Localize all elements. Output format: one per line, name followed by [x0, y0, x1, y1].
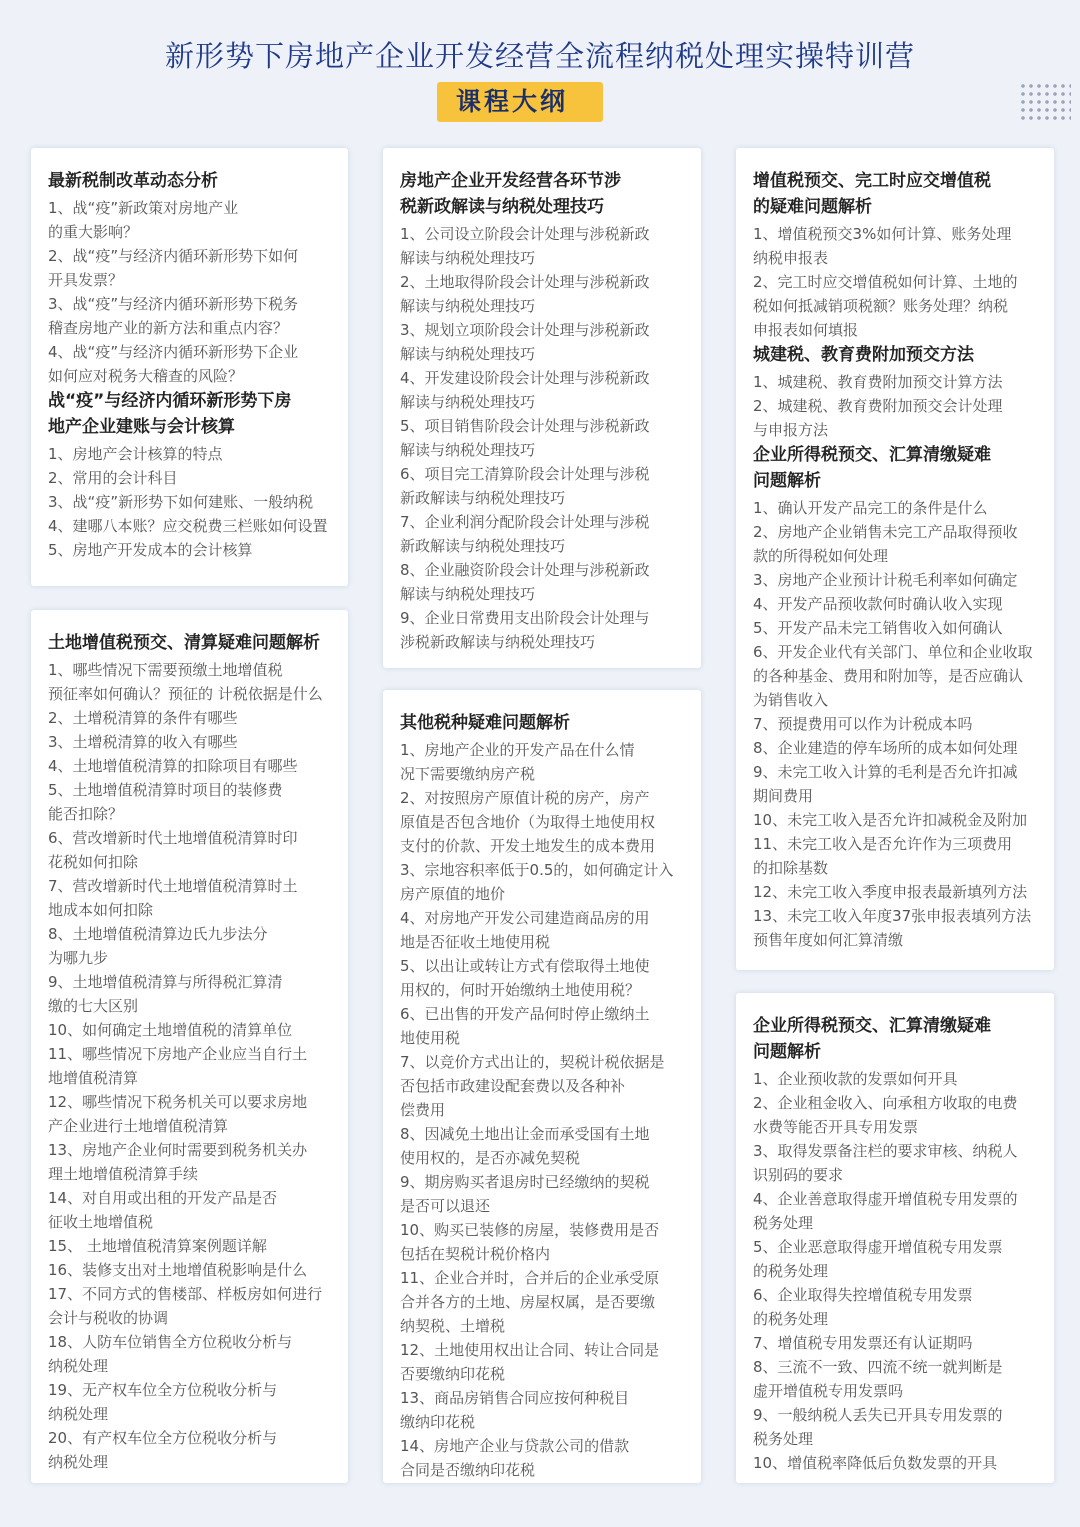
section-title: 增值税预交、完工时应交增值税 的疑难问题解析 — [753, 171, 991, 217]
outline-card-vat-income-tax — [736, 148, 1054, 970]
section-title: 最新税制改革动态分析 — [48, 171, 218, 191]
outline-item: 7、以竞价方式出让的，契税计税依据是 否包括市政建设配套费以及各种补 偿费用 — [400, 1053, 665, 1119]
outline-item: 4、对房地产开发公司建造商品房的用 地是否征收土地使用税 — [400, 909, 650, 951]
outline-item: 1、房地产会计核算的特点 — [48, 445, 223, 463]
outline-item: 6、开发企业代有关部门、单位和企业收取 的各种基金、费用和附加等，是否应确认 为销售收入 — [753, 643, 1033, 709]
section-title: 战“疫”与经济内循环新形势下房 地产企业建账与会计核算 — [48, 391, 292, 437]
outline-item: 9、未完工收入计算的毛利是否允许扣减 期间费用 — [753, 763, 1018, 805]
outline-item: 9、企业日常费用支出阶段会计处理与 涉税新政解读与纳税处理技巧 — [400, 609, 650, 651]
outline-item: 3、战“疫”新形势下如何建账、一般纳税 — [48, 493, 314, 511]
outline-item: 6、项目完工清算阶段会计处理与涉税 新政解读与纳税处理技巧 — [400, 465, 650, 507]
outline-item: 14、对自用或出租的开发产品是否 征收土地增值税 — [48, 1189, 278, 1231]
outline-item: 2、对按照房产原值计税的房产，房产 原值是否包含地价（为取得土地使用权 支付的价款、开发土地发生的成本费用 — [400, 789, 656, 855]
outline-item: 1、哪些情况下需要预缴土地增值税 预征率如何确认？预征的 计税依据是什么 — [48, 661, 323, 703]
dot-grid-decoration — [1019, 82, 1071, 120]
outline-item: 2、土增税清算的条件有哪些 — [48, 709, 238, 727]
outline-card-invoices — [736, 993, 1054, 1483]
outline-item: 4、开发产品预收款何时确认收入实现 — [753, 595, 1003, 613]
outline-item: 1、增值税预交3%如何计算、账务处理 纳税申报表 — [753, 225, 1012, 267]
outline-item: 3、取得发票备注栏的要求审核、纳税人 识别码的要求 — [753, 1142, 1018, 1184]
outline-item: 5、土地增值税清算时项目的装修费 能否扣除？ — [48, 781, 283, 823]
outline-item: 2、房地产企业销售未完工产品取得预收 款的所得税如何处理 — [753, 523, 1018, 565]
outline-item: 8、三流不一致、四流不统一就判断是 虚开增值税专用发票吗 — [753, 1358, 1003, 1400]
outline-item: 8、因减免土地出让金而承受国有土地 使用权的，是否亦减免契税 — [400, 1125, 650, 1167]
outline-item: 2、完工时应交增值税如何计算、土地的 税如何抵减销项税额？账务处理？纳税 申报表如何填报 — [753, 273, 1018, 339]
outline-item: 2、常用的会计科目 — [48, 469, 178, 487]
subtitle-banner — [0, 82, 1080, 124]
outline-item: 4、土地增值税清算的扣除项目有哪些 — [48, 757, 298, 775]
outline-item: 11、哪些情况下房地产企业应当自行土 地增值税清算 — [48, 1045, 308, 1087]
section-title: 房地产企业开发经营各环节涉 税新政解读与纳税处理技巧 — [400, 171, 621, 217]
outline-item: 4、开发建设阶段会计处理与涉税新政 解读与纳税处理技巧 — [400, 369, 650, 411]
outline-item: 4、企业善意取得虚开增值税专用发票的 税务处理 — [753, 1190, 1018, 1232]
subtitle-badge — [437, 82, 603, 122]
outline-item: 20、有产权车位全方位税收分析与 纳税处理 — [48, 1429, 278, 1471]
outline-card-land-vat — [31, 610, 348, 1483]
outline-item: 3、土增税清算的收入有哪些 — [48, 733, 238, 751]
section-title: 企业所得税预交、汇算清缴疑难 问题解析 — [753, 445, 991, 491]
outline-item: 1、城建税、教育费附加预交计算方法 — [753, 373, 1003, 391]
outline-item: 8、企业融资阶段会计处理与涉税新政 解读与纳税处理技巧 — [400, 561, 650, 603]
outline-card-stage-policies — [383, 148, 701, 668]
outline-item: 1、企业预收款的发票如何开具 — [753, 1070, 958, 1088]
outline-item: 9、一般纳税人丢失已开具专用发票的 税务处理 — [753, 1406, 1003, 1448]
outline-item: 1、战“疫”新政策对房地产业 的重大影响？ — [48, 199, 239, 241]
outline-item: 11、未完工收入是否允许作为三项费用 的扣除基数 — [753, 835, 1013, 877]
outline-item: 6、已出售的开发产品何时停止缴纳土 地使用税 — [400, 1005, 650, 1047]
outline-item: 15、 土地增值税清算案例题详解 — [48, 1237, 267, 1255]
outline-item: 18、人防车位销售全方位税收分析与 纳税处理 — [48, 1333, 293, 1375]
subtitle-label: 课程大纲 — [455, 87, 568, 116]
outline-item: 2、企业租金收入、向承租方收取的电费 水费等能否开具专用发票 — [753, 1094, 1018, 1136]
outline-item: 13、未完工收入年度37张申报表填列方法 预售年度如何汇算清缴 — [753, 907, 1032, 949]
outline-item: 17、不同方式的售楼部、样板房如何进行 会计与税收的协调 — [48, 1285, 323, 1327]
outline-item: 13、商品房销售合同应按何种税目 缴纳印花税 — [400, 1389, 630, 1431]
outline-item: 16、装修支出对土地增值税影响是什么 — [48, 1261, 308, 1279]
section-title: 其他税种疑难问题解析 — [400, 713, 570, 733]
outline-item: 3、战“疫”与经济内循环新形势下税务 稽查房地产业的新方法和重点内容？ — [48, 295, 299, 337]
outline-item: 9、期房购买者退房时已经缴纳的契税 是否可以退还 — [400, 1173, 650, 1215]
outline-item: 13、房地产企业何时需要到税务机关办 理土地增值税清算手续 — [48, 1141, 308, 1183]
outline-item: 5、企业恶意取得虚开增值税专用发票 的税务处理 — [753, 1238, 1003, 1280]
outline-item: 9、土地增值税清算与所得税汇算清 缴的七大区别 — [48, 973, 283, 1015]
outline-item: 5、项目销售阶段会计处理与涉税新政 解读与纳税处理技巧 — [400, 417, 650, 459]
outline-item: 4、建哪八本账？应交税费三栏账如何设置 — [48, 517, 328, 535]
outline-item: 8、土地增值税清算边氏九步法分 为哪九步 — [48, 925, 268, 967]
outline-card-tax-reform — [31, 148, 348, 586]
outline-item: 6、企业取得失控增值税专用发票 的税务处理 — [753, 1286, 973, 1328]
outline-item: 3、规划立项阶段会计处理与涉税新政 解读与纳税处理技巧 — [400, 321, 650, 363]
outline-item: 1、公司设立阶段会计处理与涉税新政 解读与纳税处理技巧 — [400, 225, 650, 267]
outline-item: 5、以出让或转让方式有偿取得土地使 用权的，何时开始缴纳土地使用税？ — [400, 957, 650, 999]
section-title: 城建税、教育费附加预交方法 — [753, 345, 974, 365]
outline-item: 2、战“疫”与经济内循环新形势下如何 开具发票？ — [48, 247, 299, 289]
section-title: 土地增值税预交、清算疑难问题解析 — [48, 633, 320, 653]
outline-item: 10、未完工收入是否允许扣减税金及附加 — [753, 811, 1028, 829]
outline-item: 7、增值税专用发票还有认证期吗 — [753, 1334, 973, 1352]
page-title: 新形势下房地产企业开发经营全流程纳税处理实操特训营 — [164, 39, 915, 73]
outline-item: 2、城建税、教育费附加预交会计处理 与申报方法 — [753, 397, 1003, 439]
outline-item: 3、宗地容积率低于0.5的，如何确定计入 房产原值的地价 — [400, 861, 674, 903]
outline-item: 2、土地取得阶段会计处理与涉税新政 解读与纳税处理技巧 — [400, 273, 650, 315]
outline-item: 19、无产权车位全方位税收分析与 纳税处理 — [48, 1381, 278, 1423]
outline-item: 11、企业合并时，合并后的企业承受原 合并各方的土地、房屋权属，是否要缴 纳契税、土增税 — [400, 1269, 660, 1335]
outline-item: 12、未完工收入季度申报表最新填列方法 — [753, 883, 1028, 901]
outline-item: 6、营改增新时代土地增值税清算时印 花税如何扣除 — [48, 829, 298, 871]
outline-item: 7、营改增新时代土地增值税清算时土 地成本如何扣除 — [48, 877, 298, 919]
section-title: 企业所得税预交、汇算清缴疑难 问题解析 — [753, 1016, 991, 1062]
outline-item: 4、战“疫”与经济内循环新形势下企业 如何应对税务大稽查的风险？ — [48, 343, 299, 385]
outline-item: 10、购买已装修的房屋，装修费用是否 包括在契税计税价格内 — [400, 1221, 660, 1263]
outline-item: 5、开发产品未完工销售收入如何确认 — [753, 619, 1003, 637]
outline-item: 1、确认开发产品完工的条件是什么 — [753, 499, 988, 517]
outline-item: 10、如何确定土地增值税的清算单位 — [48, 1021, 293, 1039]
outline-item: 12、土地使用权出让合同、转让合同是 否要缴纳印花税 — [400, 1341, 660, 1383]
outline-card-other-taxes — [383, 690, 701, 1483]
outline-item: 5、房地产开发成本的会计核算 — [48, 541, 253, 559]
outline-item: 14、房地产企业与贷款公司的借款 合同是否缴纳印花税 — [400, 1437, 630, 1479]
outline-item: 7、预提费用可以作为计税成本吗 — [753, 715, 973, 733]
outline-item: 10、增值税率降低后负数发票的开具 — [753, 1454, 998, 1472]
outline-item: 8、企业建造的停车场所的成本如何处理 — [753, 739, 1018, 757]
outline-item: 3、房地产企业预计计税毛利率如何确定 — [753, 571, 1018, 589]
outline-item: 7、企业利润分配阶段会计处理与涉税 新政解读与纳税处理技巧 — [400, 513, 650, 555]
outline-item: 12、哪些情况下税务机关可以要求房地 产企业进行土地增值税清算 — [48, 1093, 308, 1135]
outline-item: 1、房地产企业的开发产品在什么情 况下需要缴纳房产税 — [400, 741, 635, 783]
